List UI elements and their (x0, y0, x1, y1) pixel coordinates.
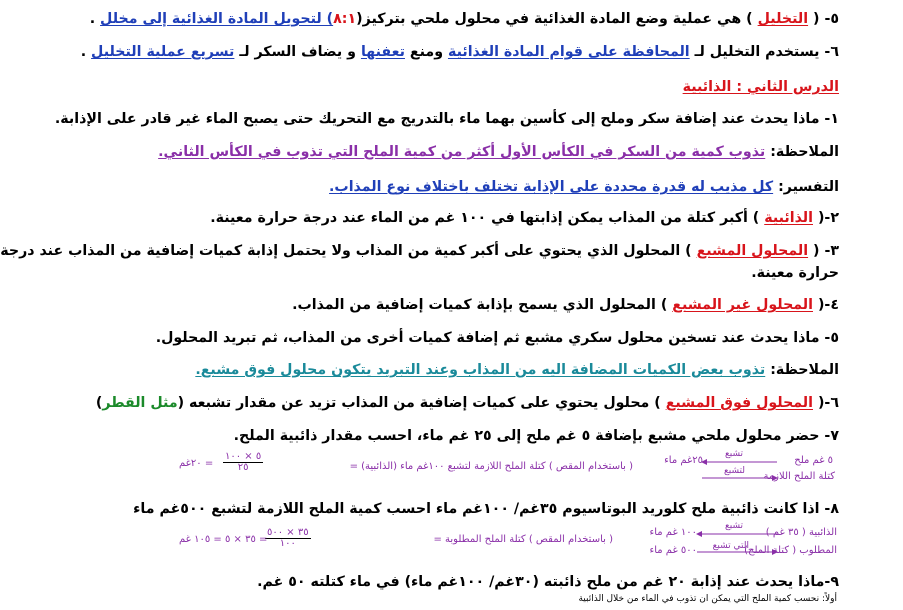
question-9-hint: أولاً: نحسب كمية الملح التي يمكن ان تذوب في الماء من خلال الذائبية (578, 594, 837, 604)
q7-result: = ٢٠غم (179, 458, 214, 469)
lesson-title: الدرس الثاني : الذائبية (682, 79, 839, 95)
q7-fraction (223, 452, 263, 473)
term-saturated: المحلول المشبع (696, 243, 809, 259)
term-unsaturated: المحلول غير المشبع (672, 297, 813, 313)
q8-solubility: الذائبية ( ٣٥ غم ) (765, 527, 837, 538)
q8-fraction (265, 528, 311, 549)
q7-water: ٢٥غم ماء (664, 455, 703, 466)
definition-text: ) المحلول الذي يسمح بإذابة كميات إضافية من المذاب. (292, 297, 668, 313)
interpretation (179, 176, 839, 198)
definition-result: ) لتحويل المادة الغذائية إلى مخلل (100, 11, 334, 27)
line-pickling-uses (80, 41, 839, 63)
q7-saturate-top: تشبع (724, 449, 743, 459)
definition-saturated-cont: حرارة معينة. (751, 265, 839, 281)
q8-denominator: ١٠٠ (279, 538, 296, 549)
definition-text: ) المحلول الذي يحتوي على أكبر كمية من المذاب ولا يحتمل إذابة كميات إضافية من المذاب عند درجة (0, 243, 692, 259)
definition-supersaturated (95, 392, 839, 414)
q8-saturate-top: تشبع (724, 521, 743, 531)
observation-text: تذوب كمية من السكر في الكأس الأول أكثر من كمية الملح التي تذوب في الكأس الثاني. (158, 144, 766, 160)
uses-intro: ٦- يستخدم التخليل لـ (694, 44, 839, 60)
term-pickling: التخليل (757, 11, 809, 27)
q7-numerator: ٥ × ١٠٠ (225, 451, 262, 462)
period: . (80, 44, 87, 60)
example-syrup: مثل القطر (102, 395, 178, 411)
term-solubility: الذائبية (764, 210, 813, 226)
q7-saturate-bottom: لتشبع (724, 466, 745, 476)
question-1: ١- ماذا يحدث عند إضافة سكر وملح إلى كأسين بهما ماء بالتدريج مع التحريك حتى يصبح الماء غير قادر على الإذابة. (54, 111, 839, 127)
term-supersaturated: المحلول فوق المشبع (665, 395, 813, 411)
item-number: ٤-( (817, 297, 839, 313)
definition-text: ) محلول يحتوي على كميات إضافية من المذاب تزيد عن مقدار تشبعه ( (177, 395, 661, 411)
q7-salt-label: كتلة الملح اللازمة (763, 471, 835, 482)
item-number: ٣- ( (813, 243, 839, 259)
q7-method: ( باستخدام المقص ) كتلة الملح اللازمة لتشبع ١٠٠غم ماء (الذائبية) = (349, 461, 633, 472)
observation-label: الملاحظة: (770, 362, 839, 378)
item-number: ٥- ( (813, 11, 839, 27)
question-9: ٩-ماذا يحدث عند إذابة ٢٠ غم من ملح ذائبته (٣٠غم/ ١٠٠غم ماء) في ماء كتلته ٥٠ غم. (257, 574, 839, 590)
definition-text: ) هي عملية وضع المادة الغذائية في محلول ملحي بتركيز( (356, 11, 753, 27)
line-pickling-definition (89, 8, 839, 30)
definition-solubility (179, 207, 839, 229)
uses-purpose: المحافظة على قوام المادة الغذائية (447, 44, 690, 60)
uses-speed: تسريع عملية التخليل (91, 44, 235, 60)
uses-spoil: تعفنها (360, 44, 405, 60)
question-8: ٨- اذا كانت ذائبية ملح كلوريد البوتاسيوم ٣٥غم/ ١٠٠غم ماء احسب كمية الملح اللازمة لتشبع ٥٠٠غم ماء (133, 501, 839, 517)
question-7: ٧- حضر محلول ملحي مشبع بإضافة ٥ غم ملح إلى ٢٥ غم ماء، احسب مقدار ذائبية الملح. (233, 428, 839, 444)
q8-required: المطلوب ( كتلة الملح) (744, 545, 837, 556)
observation-2 (179, 359, 839, 381)
paren-close: ) (95, 395, 103, 411)
ratio-value: ٨:١ (333, 11, 357, 27)
observation-1 (158, 141, 839, 163)
interpretation-label: التفسير: (778, 179, 839, 195)
q8-numerator: ٣٥ × ٥٠٠ (267, 527, 309, 538)
q8-saturate-bottom: التي تشبع (712, 541, 749, 551)
q8-water-500: ٥٠٠ غم ماء (649, 545, 697, 556)
q8-method: ( باستخدام المقص ) كتلة الملح المطلوبة = (433, 534, 613, 545)
question-5: ٥- ماذا يحدث عند تسخين محلول سكري مشبع ثم إضافة كميات أخرى من المذاب، ثم تبريد المحلول. (155, 330, 839, 346)
period: . (89, 11, 96, 27)
definition-saturated (0, 240, 839, 262)
item-number: ٢-( (817, 210, 839, 226)
q8-result: = ٣٥ × ٥ = ١٠٥ غم (179, 534, 268, 545)
definition-unsaturated (179, 294, 839, 316)
definition-text: ) أكبر كتلة من المذاب يمكن إذابتها في ١٠٠ غم من الماء عند درجة حرارة معينة. (210, 210, 760, 226)
uses-and: ومنع (409, 44, 444, 60)
observation-text: تذوب بعض الكميات المضافة اليه من المذاب وعند التبريد يتكون محلول فوق مشبع. (195, 362, 766, 378)
uses-sugar: و يضاف السكر لـ (239, 44, 356, 60)
q7-salt: ٥ غم ملح (794, 455, 833, 466)
interpretation-text: كل مذيب له قدرة محددة على الإذابة تختلف باختلاف نوع المذاب. (329, 179, 774, 195)
item-number: ٦-( (817, 395, 839, 411)
q7-denominator: ٢٥ (237, 462, 249, 473)
observation-label: الملاحظة: (770, 144, 839, 160)
q8-water-100: ١٠٠ غم ماء (649, 527, 697, 538)
